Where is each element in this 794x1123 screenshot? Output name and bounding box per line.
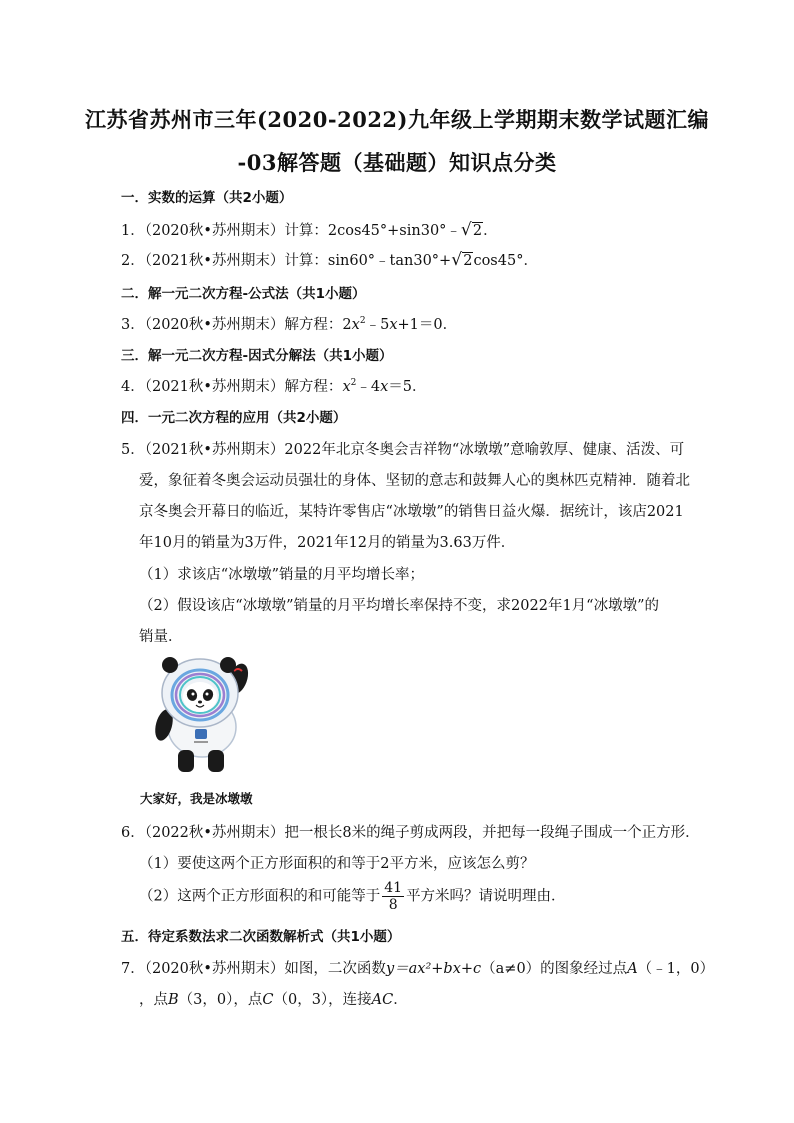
- document-title-line-1: 江苏省苏州市三年(2020-2022)九年级上学期期末数学试题汇编: [85, 107, 709, 132]
- section-heading-2: 二．解一元二次方程-公式法（共1小题）: [121, 286, 366, 302]
- sqrt-symbol: √ 2: [451, 253, 473, 269]
- question-6-part-2: （2）这两个正方形面积的和可能等于 $\frac{41}{8}$ 平方米吗？请说明理由．: [139, 880, 566, 913]
- question-5-part-1: （1）求该店“冰墩墩”销量的月平均增长率；: [139, 567, 425, 583]
- section-heading-3: 三．解一元二次方程-因式分解法（共1小题）: [121, 348, 393, 364]
- mascot-image: [140, 655, 265, 777]
- question-6-part-1: （1）要使这两个正方形面积的和等于2平方米，应该怎么剪？: [139, 856, 535, 872]
- question-2-text: 2．（2021秋•苏州期末）计算：sin60°﹣tan30°+: [121, 253, 452, 269]
- question-7-line-1: 7．（2020秋•苏州期末）如图，二次函数y＝ax²+bx+c（a≠0）的图象经过点A（﹣1，0）: [121, 961, 715, 977]
- question-3: 3．（2020秋•苏州期末）解方程：$2x^2﹣5x+1=0$．: [121, 316, 458, 333]
- fraction: $\frac{41}{8}$: [384, 880, 403, 913]
- question-6-line-1: 6．（2022秋•苏州期末）把一根长8米的绳子剪成两段，并把每一段绳子围成一个正方形．: [121, 825, 700, 841]
- question-5-line-4: 年10月的销量为3万件，2021年12月的销量为3.63万件．: [139, 535, 516, 551]
- section-heading-4: 四．一元二次方程的应用（共2小题）: [121, 410, 347, 426]
- sqrt-symbol: √ 2: [461, 223, 483, 239]
- question-5-part-2-cont: 销量．: [139, 629, 183, 645]
- question-5-part-2: （2）假设该店“冰墩墩”销量的月平均增长率保持不变，求2022年1月“冰墩墩”的: [139, 598, 660, 614]
- question-4: 4．（2021秋•苏州期末）解方程：$x^2﹣4x=5$．: [121, 378, 427, 395]
- question-5-line-2: 爱，象征着冬奥会运动员强壮的身体、坚韧的意志和鼓舞人心的奥林匹克精神．随着北: [139, 473, 690, 489]
- document-title-line-2: -03解答题（基础题）知识点分类: [237, 150, 557, 175]
- question-1: 1．（2020秋•苏州期末）计算：2cos45°+sin30°﹣√ 2．: [121, 219, 498, 240]
- question-5-line-3: 京冬奥会开幕日的临近，某特许零售店“冰墩墩”的销售日益火爆．据统计，该店2021: [139, 504, 684, 520]
- question-5-line-1: 5．（2021秋•苏州期末）2022年北京冬奥会吉祥物“冰墩墩”意喻敦厚、健康、活泼、可: [121, 442, 685, 458]
- question-2: 2．（2021秋•苏州期末）计算：sin60°﹣tan30°+√ 2cos45°．: [121, 249, 538, 270]
- section-heading-1: 一．实数的运算（共2小题）: [121, 190, 293, 206]
- question-1-text: 1．（2020秋•苏州期末）计算：2cos45°+sin30°﹣: [121, 223, 461, 239]
- question-7-line-2: ，点B（3，0），点C（0，3），连接AC．: [139, 992, 408, 1008]
- mascot-caption: 大家好，我是冰墩墩: [140, 791, 253, 806]
- section-heading-5: 五．待定系数法求二次函数解析式（共1小题）: [121, 929, 401, 945]
